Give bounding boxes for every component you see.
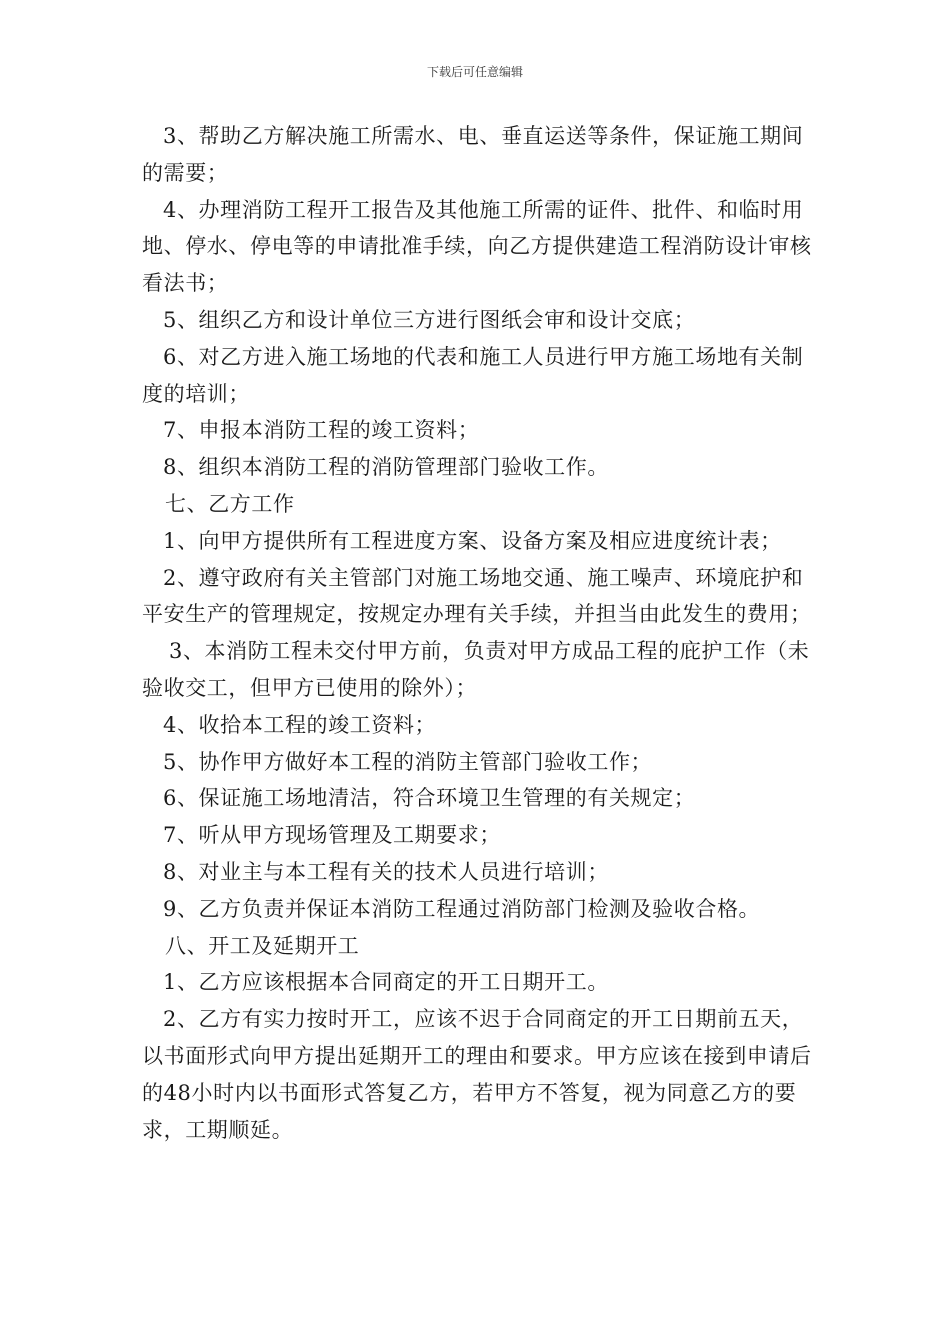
section-heading: 七、乙方工作	[165, 491, 295, 516]
paragraph-item: 4、收拾本工程的竣工资料；	[163, 712, 437, 737]
paragraph-item: 4、办理消防工程开工报告及其他施工所需的证件、批件、和临时用地、停水、停电等的申请批准手续，向乙方提供建造工程消防设计审核看法书；	[142, 197, 812, 296]
page-header: 下载后可任意编辑	[426, 65, 523, 79]
paragraph-item: 5、协作甲方做好本工程的消防主管部门验收工作；	[163, 749, 653, 774]
section-heading: 八、开工及延期开工	[165, 933, 360, 958]
paragraph-item: 2、遵守政府有关主管部门对施工场地交通、施工噪声、环境庇护和平安生产的管理规定，按规定办理有关手续，并担当由此发生的费用；	[142, 565, 812, 627]
paragraph-item: 1、乙方应该根据本合同商定的开工日期开工。	[163, 970, 609, 995]
paragraph-item: 9、乙方负责并保证本消防工程通过消防部门检测及验收合格。	[163, 896, 761, 921]
paragraph-item: 1、向甲方提供所有工程进度方案、设备方案及相应进度统计表；	[163, 528, 782, 553]
paragraph-item: 7、听从甲方现场管理及工期要求；	[163, 823, 501, 848]
paragraph-item: 6、对乙方进入施工场地的代表和施工人员进行甲方施工场地有关制度的培训；	[142, 344, 804, 406]
paragraph-item: 8、对业主与本工程有关的技术人员进行培训；	[163, 859, 609, 884]
paragraph-item: 3、本消防工程未交付甲方前，负责对甲方成品工程的庇护工作（未验收交工，但甲方已使用的除外）；	[142, 639, 810, 700]
paragraph-item: 7、申报本消防工程的竣工资料；	[163, 418, 480, 443]
paragraph-item: 8、组织本消防工程的消防管理部门验收工作。	[163, 455, 609, 480]
paragraph-item: 6、保证施工场地清洁，符合环境卫生管理的有关规定；	[163, 786, 696, 811]
paragraph-item: 5、组织乙方和设计单位三方进行图纸会审和设计交底；	[163, 307, 696, 332]
paragraph-item: 3、帮助乙方解决施工所需水、电、垂直运送等条件，保证施工期间的需要；	[142, 124, 804, 185]
paragraph-item: 2、乙方有实力按时开工，应该不迟于合同商定的开工日期前五天，以书面形式向甲方提出延期开工的理由和要求。甲方应该在接到申请后的48小时内以书面形式答复乙方，若甲方不答复，视为同意乙方的要求，工期顺延。	[142, 1007, 812, 1142]
document-body	[142, 118, 812, 1148]
